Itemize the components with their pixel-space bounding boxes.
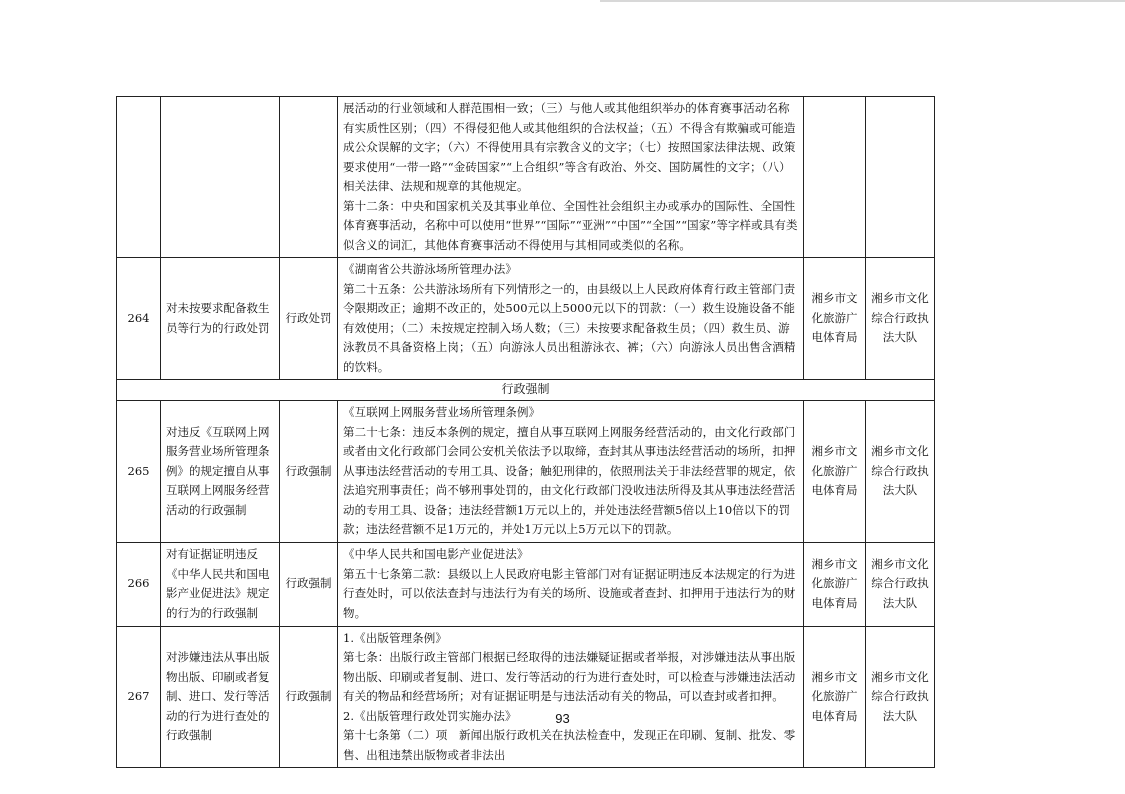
basis-paragraph: 第五十七条第二款：县级以上人民政府电影主管部门对有证据证明违反本法规定的行为进行查处时，可以依法查封与违法行为有关的场所、设施或者查封、扣押用于违法行为的财物。 [343, 566, 796, 620]
cell-exec [866, 97, 935, 258]
basis-paragraph: 《湖南省公共游泳场所管理办法》 [343, 262, 517, 276]
item-type: 行政强制 [280, 626, 338, 768]
row-number: 266 [117, 542, 161, 626]
responsible-dept: 湘乡市文化旅游广电体育局 [804, 258, 866, 380]
executing-unit: 湘乡市文化综合行政执法大队 [866, 401, 935, 543]
item-type: 行政强制 [280, 542, 338, 626]
table-row-264 [117, 258, 935, 380]
item-name: 对有证据证明违反《中华人民共和国电影产业促进法》规定的行为的行政强制 [161, 542, 280, 626]
row-number: 267 [117, 626, 161, 768]
table-row-continuation [117, 97, 935, 258]
basis-paragraph: 第十七条第（二）项 新闻出版行政机关在执法检查中，发现正在印刷、复制、批发、零售、出租违禁出版物或者非法出 [343, 728, 796, 762]
cell-item [161, 97, 280, 258]
table-row-265 [117, 401, 935, 543]
item-type: 行政强制 [280, 401, 338, 543]
cell-type [280, 97, 338, 258]
row-number: 264 [117, 258, 161, 380]
section-title: 行政强制 [117, 380, 935, 401]
item-name: 对违反《互联网上网服务营业场所管理条例》的规定擅自从事互联网上网服务经营活动的行政强制 [161, 401, 280, 543]
basis-paragraph: 第二十七条：违反本条例的规定，擅自从事互联网上网服务经营活动的，由文化行政部门或者由文化行政部门会同公安机关依法予以取缔，查封其从事违法经营活动的场所，扣押从事违法经营活动的专用工具、设备；触犯刑律的，依照刑法关于非法经营罪的规定，依法追究刑事责任；尚不够刑事处罚的，由文化行政部门没收违法所得及其从事违法经营活动的专用工具、设备；违法经营额1万元以上的，并处违法经营额5倍以上10倍以下的罚款；违法经营额不足1万元的，并处1万元以上5万元以下的罚款。 [343, 424, 796, 536]
cell-basis [338, 258, 804, 380]
cell-basis [338, 97, 804, 258]
item-name: 对涉嫌违法从事出版物出版、印刷或者复制、进口、发行等活动的行为进行查处的行政强制 [161, 626, 280, 768]
basis-paragraph: 第七条：出版行政主管部门根据已经取得的违法嫌疑证据或者举报，对涉嫌违法从事出版物出版、印刷或者复制、进口、发行等活动的行为进行查处时，可以检查与涉嫌违法活动有关的物品和经营场所；对有证据证明是与违法活动有关的物品，可以查封或者扣押。 [343, 650, 796, 703]
basis-paragraph: 1.《出版管理条例》 [343, 630, 447, 645]
item-name: 对未按要求配备救生员等行为的行政处罚 [161, 258, 280, 380]
item-type: 行政处罚 [280, 258, 338, 380]
cell-basis [338, 401, 804, 543]
basis-paragraph: 《中华人民共和国电影产业促进法》 [343, 547, 529, 561]
responsible-dept: 湘乡市文化旅游广电体育局 [804, 542, 866, 626]
basis-paragraph: 第二十五条：公共游泳场所有下列情形之一的，由县级以上人民政府体育行政主管部门责令限期改正；逾期不改正的，处500元以上5000元以下的罚款：（一）救生设施设备不能有效使用；（二）未按规定控制入场人数；（三）未按要求配备救生员；（四）救生员、游泳教员不具备资格上岗；（五）向游泳人员出租游泳衣、裤；（六）向游泳人员出售含酒精的饮料。 [343, 281, 796, 374]
table-row-266 [117, 542, 935, 626]
cell-dept [804, 97, 866, 258]
executing-unit: 湘乡市文化综合行政执法大队 [866, 626, 935, 768]
basis-paragraph: 第十二条：中央和国家机关及其事业单位、全国性社会组织主办或承办的国际性、全国性体育赛事活动，名称中可以使用“世界”“国际”“亚洲”“中国”“全国”“国家”等字样或具有类似含义的词汇，其他体育赛事活动不得使用与其相同或类似的名称。 [343, 198, 798, 252]
row-number: 265 [117, 401, 161, 543]
section-header-row [117, 380, 935, 401]
basis-paragraph: 《互联网上网服务营业场所管理条例》 [343, 405, 541, 419]
scan-edge-line [600, 0, 1125, 2]
cell-basis [338, 542, 804, 626]
responsible-dept: 湘乡市文化旅游广电体育局 [804, 401, 866, 543]
cell-basis [338, 626, 804, 768]
executing-unit: 湘乡市文化综合行政执法大队 [866, 258, 935, 380]
executing-unit: 湘乡市文化综合行政执法大队 [866, 542, 935, 626]
page-number: 93 [555, 711, 570, 726]
cell-no [117, 97, 161, 258]
responsible-dept: 湘乡市文化旅游广电体育局 [804, 626, 866, 768]
basis-paragraph: 2.《出版管理行政处罚实施办法》 [343, 708, 517, 723]
basis-paragraph: 展活动的行业领域和人群范围相一致；（三）与他人或其他组织举办的体育赛事活动名称有实质性区别；（四）不得侵犯他人或其他组织的合法权益；（五）不得含有欺骗或可能造成公众误解的文字；（六）不得使用具有宗教含义的文字；（七）按照国家法律法规、政策要求使用“一带一路”“金砖国家”“上合组织”等含有政治、外交、国防属性的文字；（八）相关法律、法规和规章的其他规定。 [343, 101, 796, 193]
enforcement-table [116, 96, 935, 768]
table-row-267 [117, 626, 935, 768]
